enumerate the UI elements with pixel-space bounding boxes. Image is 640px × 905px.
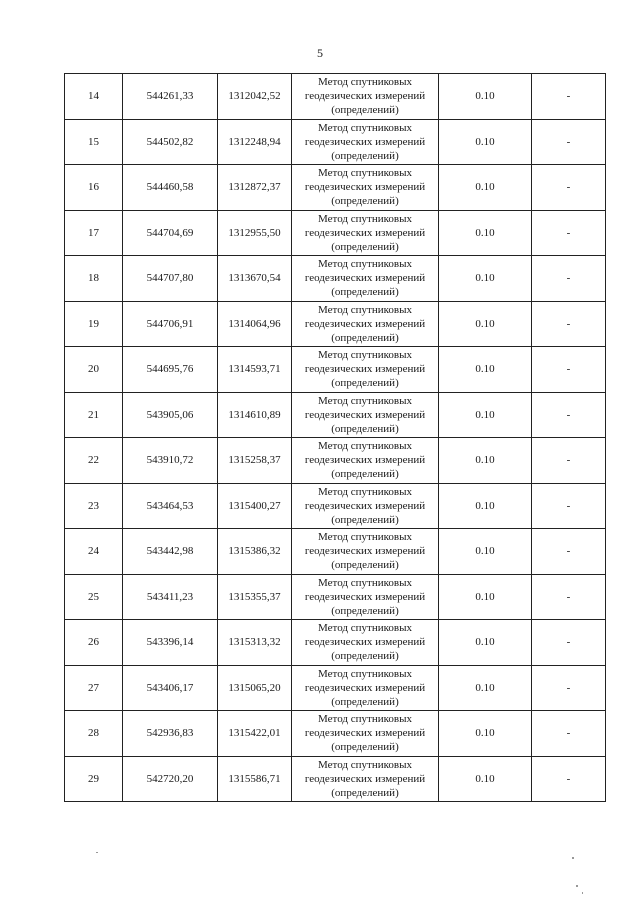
note-cell: - (532, 483, 606, 529)
method-line: (определений) (331, 650, 399, 663)
table-row (65, 665, 606, 711)
method-line: Метод спутниковых (318, 76, 412, 89)
note-cell: - (532, 347, 606, 393)
scan-speck (576, 885, 578, 887)
x-coordinate-cell: 544695,76 (123, 347, 218, 393)
method-line: (определений) (331, 468, 399, 481)
point-number-cell: 24 (65, 529, 123, 575)
method-cell (292, 74, 439, 120)
method-line: (определений) (331, 513, 399, 526)
note-cell: - (532, 256, 606, 302)
y-coordinate-cell: 1313670,54 (218, 256, 292, 302)
method-line: (определений) (331, 286, 399, 299)
y-coordinate-cell: 1315586,71 (218, 756, 292, 802)
table-row (65, 483, 606, 529)
accuracy-cell: 0.10 (439, 665, 532, 711)
y-coordinate-cell: 1315258,37 (218, 438, 292, 484)
point-number-cell: 29 (65, 756, 123, 802)
table-row (65, 574, 606, 620)
accuracy-cell: 0.10 (439, 165, 532, 211)
y-coordinate-cell: 1315065,20 (218, 665, 292, 711)
method-cell (292, 392, 439, 438)
note-cell: - (532, 574, 606, 620)
method-line: (определений) (331, 331, 399, 344)
point-number-cell: 21 (65, 392, 123, 438)
method-line: Метод спутниковых (318, 394, 412, 407)
x-coordinate-cell: 542720,20 (123, 756, 218, 802)
method-line: геодезических измерений (304, 499, 426, 512)
method-line: Метод спутниковых (318, 713, 412, 726)
x-coordinate-cell: 543442,98 (123, 529, 218, 575)
method-line: геодезических измерений (304, 772, 426, 785)
note-cell: - (532, 620, 606, 666)
point-number-cell: 26 (65, 620, 123, 666)
table-row (65, 620, 606, 666)
note-cell: - (532, 756, 606, 802)
method-line: геодезических измерений (304, 90, 426, 103)
y-coordinate-cell: 1315355,37 (218, 574, 292, 620)
table-row (65, 165, 606, 211)
method-line: (определений) (331, 695, 399, 708)
point-number-cell: 28 (65, 711, 123, 757)
x-coordinate-cell: 544704,69 (123, 210, 218, 256)
table-row (65, 529, 606, 575)
x-coordinate-cell: 544707,80 (123, 256, 218, 302)
method-line: Метод спутниковых (318, 667, 412, 680)
table-row (65, 438, 606, 484)
y-coordinate-cell: 1312042,52 (218, 74, 292, 120)
x-coordinate-cell: 542936,83 (123, 711, 218, 757)
method-line: (определений) (331, 786, 399, 799)
y-coordinate-cell: 1312955,50 (218, 210, 292, 256)
note-cell: - (532, 210, 606, 256)
point-number-cell: 25 (65, 574, 123, 620)
y-coordinate-cell: 1314593,71 (218, 347, 292, 393)
method-line: геодезических измерений (304, 226, 426, 239)
method-cell (292, 347, 439, 393)
y-coordinate-cell: 1314064,96 (218, 301, 292, 347)
coordinates-table-body (65, 74, 606, 802)
table-row (65, 210, 606, 256)
method-line: геодезических измерений (304, 272, 426, 285)
point-number-cell: 15 (65, 119, 123, 165)
coordinates-table (64, 73, 606, 802)
table-row (65, 347, 606, 393)
table-row (65, 74, 606, 120)
method-line: (определений) (331, 195, 399, 208)
method-line: Метод спутниковых (318, 440, 412, 453)
note-cell: - (532, 529, 606, 575)
x-coordinate-cell: 543464,53 (123, 483, 218, 529)
table-row (65, 711, 606, 757)
note-cell: - (532, 665, 606, 711)
method-line: (определений) (331, 104, 399, 117)
method-line: Метод спутниковых (318, 485, 412, 498)
method-line: Метод спутниковых (318, 758, 412, 771)
method-cell (292, 119, 439, 165)
scan-speck (96, 852, 98, 853)
accuracy-cell: 0.10 (439, 347, 532, 393)
method-line: Метод спутниковых (318, 576, 412, 589)
method-cell (292, 756, 439, 802)
accuracy-cell: 0.10 (439, 392, 532, 438)
x-coordinate-cell: 544502,82 (123, 119, 218, 165)
note-cell: - (532, 74, 606, 120)
y-coordinate-cell: 1315313,32 (218, 620, 292, 666)
method-cell (292, 529, 439, 575)
page-number: 5 (317, 46, 323, 60)
method-cell (292, 438, 439, 484)
point-number-cell: 16 (65, 165, 123, 211)
note-cell: - (532, 119, 606, 165)
method-cell (292, 301, 439, 347)
x-coordinate-cell: 543910,72 (123, 438, 218, 484)
table-row (65, 301, 606, 347)
accuracy-cell: 0.10 (439, 620, 532, 666)
note-cell: - (532, 392, 606, 438)
method-line: Метод спутниковых (318, 622, 412, 635)
y-coordinate-cell: 1312248,94 (218, 119, 292, 165)
note-cell: - (532, 301, 606, 347)
point-number-cell: 19 (65, 301, 123, 347)
x-coordinate-cell: 544460,58 (123, 165, 218, 211)
point-number-cell: 17 (65, 210, 123, 256)
method-cell (292, 620, 439, 666)
y-coordinate-cell: 1314610,89 (218, 392, 292, 438)
method-cell (292, 256, 439, 302)
table-row (65, 119, 606, 165)
y-coordinate-cell: 1312872,37 (218, 165, 292, 211)
accuracy-cell: 0.10 (439, 74, 532, 120)
accuracy-cell: 0.10 (439, 438, 532, 484)
method-line: Метод спутниковых (318, 212, 412, 225)
method-cell (292, 165, 439, 211)
x-coordinate-cell: 543396,14 (123, 620, 218, 666)
method-cell (292, 711, 439, 757)
method-line: геодезических измерений (304, 135, 426, 148)
method-line: геодезических измерений (304, 727, 426, 740)
point-number-cell: 22 (65, 438, 123, 484)
method-line: геодезических измерений (304, 590, 426, 603)
table-row (65, 392, 606, 438)
accuracy-cell: 0.10 (439, 574, 532, 620)
method-line: геодезических измерений (304, 636, 426, 649)
method-line: (определений) (331, 559, 399, 572)
accuracy-cell: 0.10 (439, 711, 532, 757)
method-cell (292, 665, 439, 711)
method-line: Метод спутниковых (318, 121, 412, 134)
accuracy-cell: 0.10 (439, 301, 532, 347)
method-line: геодезических измерений (304, 545, 426, 558)
point-number-cell: 14 (65, 74, 123, 120)
method-line: Метод спутниковых (318, 531, 412, 544)
method-line: (определений) (331, 377, 399, 390)
method-line: геодезических измерений (304, 681, 426, 694)
method-cell (292, 574, 439, 620)
note-cell: - (532, 438, 606, 484)
accuracy-cell: 0.10 (439, 210, 532, 256)
note-cell: - (532, 711, 606, 757)
accuracy-cell: 0.10 (439, 483, 532, 529)
y-coordinate-cell: 1315386,32 (218, 529, 292, 575)
method-line: (определений) (331, 741, 399, 754)
method-line: (определений) (331, 604, 399, 617)
method-line: геодезических измерений (304, 181, 426, 194)
x-coordinate-cell: 543406,17 (123, 665, 218, 711)
accuracy-cell: 0.10 (439, 756, 532, 802)
accuracy-cell: 0.10 (439, 256, 532, 302)
point-number-cell: 27 (65, 665, 123, 711)
table-row (65, 756, 606, 802)
x-coordinate-cell: 544706,91 (123, 301, 218, 347)
note-cell: - (532, 165, 606, 211)
y-coordinate-cell: 1315400,27 (218, 483, 292, 529)
table-row (65, 256, 606, 302)
x-coordinate-cell: 543411,23 (123, 574, 218, 620)
accuracy-cell: 0.10 (439, 529, 532, 575)
scan-speck (582, 892, 583, 894)
method-line: Метод спутниковых (318, 167, 412, 180)
y-coordinate-cell: 1315422,01 (218, 711, 292, 757)
point-number-cell: 20 (65, 347, 123, 393)
method-line: (определений) (331, 149, 399, 162)
scan-speck (572, 857, 574, 859)
accuracy-cell: 0.10 (439, 119, 532, 165)
method-cell (292, 210, 439, 256)
method-line: Метод спутниковых (318, 258, 412, 271)
point-number-cell: 23 (65, 483, 123, 529)
x-coordinate-cell: 544261,33 (123, 74, 218, 120)
method-line: геодезических измерений (304, 408, 426, 421)
method-line: геодезических измерений (304, 317, 426, 330)
method-line: (определений) (331, 422, 399, 435)
method-line: Метод спутниковых (318, 303, 412, 316)
method-line: Метод спутниковых (318, 349, 412, 362)
point-number-cell: 18 (65, 256, 123, 302)
method-line: геодезических измерений (304, 454, 426, 467)
method-line: геодезических измерений (304, 363, 426, 376)
method-line: (определений) (331, 240, 399, 253)
method-cell (292, 483, 439, 529)
x-coordinate-cell: 543905,06 (123, 392, 218, 438)
